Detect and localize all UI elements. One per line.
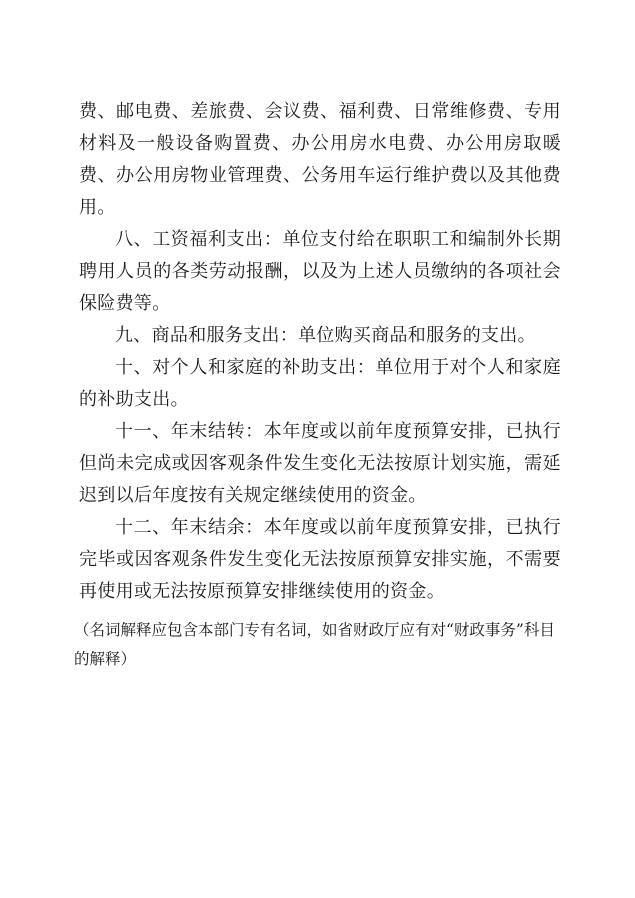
paragraph-wages-welfare: 八、工资福利支出：单位支付给在职职工和编制外长期聘用人员的各类劳动报酬，以及为上述人员缴纳的各项社会保险费等。 — [79, 229, 561, 314]
explanatory-note: （名词解释应包含本部门专有名词，如省财政厅应有对“财政事务”科目的解释） — [74, 621, 555, 668]
paragraph-expense-continuation: 费、邮电费、差旅费、会议费、福利费、日常维修费、专用材料及一般设备购置费、办公用房水电费、办公用房取暖费、办公用房物业管理费、公务用车运行维护费以及其他费用。 — [79, 101, 561, 218]
paragraph-household-subsidy: 十、对个人和家庭的补助支出：单位用于对个人和家庭的补助支出。 — [79, 357, 561, 410]
paragraph-goods-services: 九、商品和服务支出：单位购买商品和服务的支出。 — [115, 325, 536, 346]
document-body — [74, 96, 561, 674]
paragraph-year-end-carryover: 十一、年末结转：本年度或以前年度预算安排，已执行但尚未完成或因客观条件发生变化无法按原计划实施，需延迟到以后年度按有关规定继续使用的资金。 — [79, 421, 561, 506]
paragraph-year-end-balance: 十二、年末结余：本年度或以前年度预算安排，已执行完毕或因客观条件发生变化无法按原预算安排实施，不需要再使用或无法按原预算安排继续使用的资金。 — [79, 517, 561, 602]
